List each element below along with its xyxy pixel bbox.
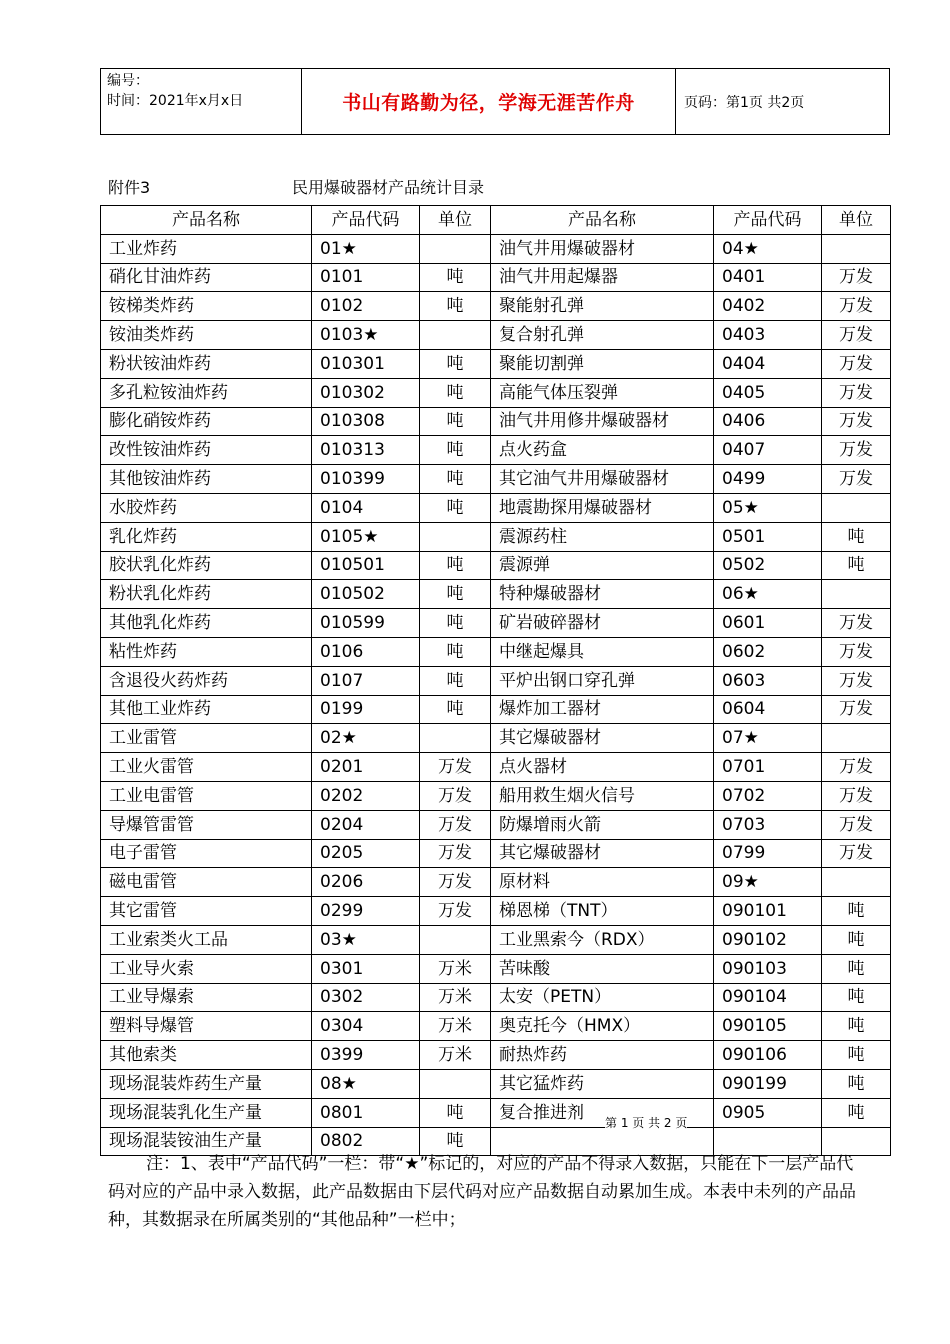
product-name-cell: 聚能射孔弹 [491,292,714,321]
product-code-cell: 03★ [312,925,420,954]
product-code-cell: 090102 [714,925,822,954]
table-row [101,954,891,983]
product-name-cell: 多孔粒铵油炸药 [101,378,312,407]
product-code-cell: 090101 [714,897,822,926]
unit-cell [822,868,891,897]
product-name-cell: 爆炸加工器材 [491,695,714,724]
table-row [101,925,891,954]
product-code-cell: 0499 [714,465,822,494]
product-code-cell: 0602 [714,637,822,666]
unit-cell: 万发 [420,781,491,810]
unit-cell: 吨 [420,263,491,292]
unit-cell: 吨 [420,580,491,609]
unit-cell: 万发 [822,666,891,695]
table-row [101,695,891,724]
unit-cell: 吨 [822,983,891,1012]
table-row [101,983,891,1012]
product-name-cell: 粉状铵油炸药 [101,349,312,378]
product-name-cell: 塑料导爆管 [101,1012,312,1041]
product-code-cell: 0502 [714,551,822,580]
unit-cell: 吨 [420,436,491,465]
product-code-cell: 0701 [714,753,822,782]
table-note: 注：1、表中“产品代码”一栏：带“★”标记的，对应的产品不得录入数据，只能在下一层产品代码对应的产品中录入数据，此产品数据由下层代码对应产品数据自动累加生成。本表中未列的产品品种，其数据录在所属类别的“其他品种”一栏中； [108,1154,856,1230]
product-code-cell: 0905 [714,1098,822,1127]
product-name-cell: 其它雷管 [101,897,312,926]
product-name-cell: 含退役火药炸药 [101,666,312,695]
product-name-cell: 改性铵油炸药 [101,436,312,465]
product-code-cell: 0401 [714,263,822,292]
table-row [101,436,891,465]
table-row [101,868,891,897]
product-code-cell: 090105 [714,1012,822,1041]
product-code-cell: 0702 [714,781,822,810]
product-code-cell: 0799 [714,839,822,868]
product-code-cell: 07★ [714,724,822,753]
table-row [101,1012,891,1041]
product-name-cell: 平炉出钢口穿孔弹 [491,666,714,695]
unit-cell: 吨 [822,1041,891,1070]
unit-cell: 吨 [420,292,491,321]
product-name-cell: 其它爆破器材 [491,724,714,753]
unit-cell [822,724,891,753]
table-row [101,781,891,810]
product-name-cell: 膨化硝铵炸药 [101,407,312,436]
table-row [101,349,891,378]
unit-cell: 万发 [822,263,891,292]
product-code-cell: 0103★ [312,321,420,350]
unit-cell: 吨 [822,897,891,926]
unit-cell: 万发 [822,637,891,666]
document-title: 民用爆破器材产品统计目录 [292,178,485,197]
unit-cell [822,234,891,263]
product-name-cell: 工业导火索 [101,954,312,983]
product-name-cell: 油气井用爆破器材 [491,234,714,263]
product-code-cell: 0399 [312,1041,420,1070]
product-code-cell: 0403 [714,321,822,350]
unit-cell: 万发 [822,378,891,407]
table-row [101,522,891,551]
unit-cell: 万发 [420,868,491,897]
unit-cell: 万发 [822,839,891,868]
product-code-cell: 0201 [312,753,420,782]
unit-cell: 吨 [420,1098,491,1127]
header-unit-right: 单位 [822,206,891,235]
unit-cell: 万发 [420,753,491,782]
product-name-cell: 中继起爆具 [491,637,714,666]
table-body [101,234,891,1156]
unit-cell: 吨 [420,609,491,638]
product-code-cell: 0106 [312,637,420,666]
product-code-cell: 090104 [714,983,822,1012]
product-name-cell: 奥克托今（HMX） [491,1012,714,1041]
page-header-box [100,68,890,135]
product-code-cell: 010313 [312,436,420,465]
product-code-cell: 0703 [714,810,822,839]
product-code-cell: 0199 [312,695,420,724]
product-code-cell: 090103 [714,954,822,983]
unit-cell: 万发 [822,810,891,839]
table-row [101,407,891,436]
table-row [101,609,891,638]
unit-cell: 吨 [822,925,891,954]
header-page-label: 页码：第1页 共2页 [684,94,805,111]
unit-cell [420,321,491,350]
header-product-code-left: 产品代码 [312,206,420,235]
product-code-cell: 010308 [312,407,420,436]
product-name-cell: 油气井用起爆器 [491,263,714,292]
unit-cell [420,724,491,753]
unit-cell: 万发 [822,321,891,350]
table-row [101,637,891,666]
product-name-cell: 磁电雷管 [101,868,312,897]
product-code-cell: 0801 [312,1098,420,1127]
unit-cell [420,234,491,263]
table-row [101,897,891,926]
product-code-cell: 010599 [312,609,420,638]
product-name-cell: 工业雷管 [101,724,312,753]
product-code-cell: 0302 [312,983,420,1012]
unit-cell: 万发 [822,349,891,378]
product-code-cell: 0404 [714,349,822,378]
unit-cell [420,1069,491,1098]
product-name-cell: 特种爆破器材 [491,580,714,609]
product-name-cell: 铵梯类炸药 [101,292,312,321]
product-code-cell: 0603 [714,666,822,695]
product-code-cell: 0604 [714,695,822,724]
unit-cell: 吨 [420,465,491,494]
unit-cell: 吨 [420,378,491,407]
table-row [101,1041,891,1070]
product-code-cell: 090199 [714,1069,822,1098]
header-motto: 书山有路勤为径，学海无涯苦作舟 [302,69,676,134]
unit-cell: 万发 [420,897,491,926]
unit-cell: 吨 [420,1127,491,1156]
table-row [101,321,891,350]
product-name-cell: 其它爆破器材 [491,839,714,868]
table-row [101,292,891,321]
product-code-cell: 08★ [312,1069,420,1098]
table-row [101,263,891,292]
product-name-cell: 粘性炸药 [101,637,312,666]
product-name-cell: 其它猛炸药 [491,1069,714,1098]
product-name-cell: 电子雷管 [101,839,312,868]
product-code-cell: 090106 [714,1041,822,1070]
product-name-cell: 原材料 [491,868,714,897]
product-code-cell: 010501 [312,551,420,580]
header-meta [101,69,302,134]
product-code-cell: 0501 [714,522,822,551]
unit-cell: 吨 [420,493,491,522]
unit-cell: 万米 [420,1012,491,1041]
table-header-row [101,206,891,235]
product-name-cell: 其他工业炸药 [101,695,312,724]
table-row [101,666,891,695]
unit-cell: 吨 [822,1012,891,1041]
table-row [101,234,891,263]
product-name-cell: 工业黑索今（RDX） [491,925,714,954]
table-row [101,493,891,522]
attachment-label: 附件3 [108,178,151,197]
product-code-cell: 0304 [312,1012,420,1041]
product-name-cell: 乳化炸药 [101,522,312,551]
unit-cell: 吨 [420,666,491,695]
table-row [101,465,891,494]
product-name-cell: 水胶炸药 [101,493,312,522]
product-name-cell: 聚能切割弹 [491,349,714,378]
unit-cell: 万发 [822,695,891,724]
product-name-cell: 震源药柱 [491,522,714,551]
product-name-cell: 其他铵油炸药 [101,465,312,494]
unit-cell: 吨 [420,407,491,436]
product-code-cell: 0802 [312,1127,420,1156]
product-name-cell: 工业电雷管 [101,781,312,810]
table-row [101,1069,891,1098]
header-unit-left: 单位 [420,206,491,235]
unit-cell: 吨 [822,522,891,551]
product-name-cell: 地震勘探用爆破器材 [491,493,714,522]
product-name-cell: 其他索类 [101,1041,312,1070]
product-code-cell: 010302 [312,378,420,407]
product-code-cell: 04★ [714,234,822,263]
product-code-cell: 0104 [312,493,420,522]
product-name-cell: 现场混装铵油生产量 [101,1127,312,1156]
product-name-cell: 苦味酸 [491,954,714,983]
product-code-cell: 0205 [312,839,420,868]
unit-cell: 万米 [420,954,491,983]
product-code-cell: 0406 [714,407,822,436]
unit-cell: 万米 [420,1041,491,1070]
unit-cell [420,925,491,954]
product-code-cell: 0107 [312,666,420,695]
product-code-cell: 0101 [312,263,420,292]
product-name-cell: 复合射孔弹 [491,321,714,350]
product-name-cell: 油气井用修井爆破器材 [491,407,714,436]
product-name-cell: 现场混装乳化生产量 [101,1098,312,1127]
unit-cell [420,522,491,551]
header-product-code-right: 产品代码 [714,206,822,235]
product-code-cell: 0202 [312,781,420,810]
product-code-cell: 0105★ [312,522,420,551]
product-code-cell: 010502 [312,580,420,609]
product-name-cell: 胶状乳化炸药 [101,551,312,580]
table-row [101,580,891,609]
product-code-cell: 05★ [714,493,822,522]
product-code-cell: 06★ [714,580,822,609]
product-name-cell: 防爆增雨火箭 [491,810,714,839]
product-code-cell: 010399 [312,465,420,494]
product-code-cell: 0407 [714,436,822,465]
product-name-cell: 高能气体压裂弹 [491,378,714,407]
document-time-label: 时间：2021年x月x日 [107,93,244,109]
unit-cell: 万发 [822,292,891,321]
product-code-cell: 01★ [312,234,420,263]
unit-cell: 吨 [822,1069,891,1098]
product-name-cell: 震源弹 [491,551,714,580]
product-name-cell: 粉状乳化炸药 [101,580,312,609]
product-code-cell: 0405 [714,378,822,407]
table-row [101,810,891,839]
product-code-cell: 0299 [312,897,420,926]
product-name-cell: 工业导爆索 [101,983,312,1012]
product-name-cell: 现场混装炸药生产量 [101,1069,312,1098]
document-number-label: 编号： [107,73,149,89]
product-name-cell: 其他乳化炸药 [101,609,312,638]
product-code-cell: 0301 [312,954,420,983]
unit-cell: 万发 [420,839,491,868]
unit-cell: 吨 [420,695,491,724]
product-code-cell: 0204 [312,810,420,839]
product-code-cell: 0206 [312,868,420,897]
product-catalog-table [100,205,891,1156]
product-name-cell: 导爆管雷管 [101,810,312,839]
product-name-cell: 硝化甘油炸药 [101,263,312,292]
unit-cell: 吨 [420,551,491,580]
unit-cell: 万米 [420,983,491,1012]
product-name-cell: 船用救生烟火信号 [491,781,714,810]
product-name-cell: 耐热炸药 [491,1041,714,1070]
product-name-cell: 其它油气井用爆破器材 [491,465,714,494]
product-code-cell: 010301 [312,349,420,378]
product-name-cell: 矿岩破碎器材 [491,609,714,638]
unit-cell: 吨 [420,349,491,378]
product-code-cell: 0102 [312,292,420,321]
product-code-cell: 0402 [714,292,822,321]
product-name-cell: 工业火雷管 [101,753,312,782]
table-row [101,724,891,753]
unit-cell [822,580,891,609]
product-name-cell: 铵油类炸药 [101,321,312,350]
unit-cell: 万发 [822,436,891,465]
unit-cell: 吨 [420,637,491,666]
unit-cell: 吨 [822,1098,891,1127]
product-name-cell: 梯恩梯（TNT） [491,897,714,926]
product-name-cell: 工业索类火工品 [101,925,312,954]
unit-cell: 万发 [822,781,891,810]
product-name-cell: 太安（PETN） [491,983,714,1012]
header-product-name-left: 产品名称 [101,206,312,235]
product-name-cell: 点火药盒 [491,436,714,465]
table-row [101,753,891,782]
header-product-name-right: 产品名称 [491,206,714,235]
unit-cell [822,493,891,522]
product-name-cell: 点火器材 [491,753,714,782]
page-footer-note: 第 1 页 共 2 页 [605,1116,688,1130]
table-row [101,1098,891,1127]
unit-cell: 万发 [822,753,891,782]
product-code-cell: 09★ [714,868,822,897]
unit-cell: 万发 [822,609,891,638]
product-name-cell: 复合推进剂 [491,1098,714,1127]
unit-cell: 万发 [420,810,491,839]
table-row [101,378,891,407]
table-row [101,551,891,580]
unit-cell: 吨 [822,551,891,580]
unit-cell: 万发 [822,407,891,436]
unit-cell: 吨 [822,954,891,983]
product-name-cell: 工业炸药 [101,234,312,263]
product-code-cell: 02★ [312,724,420,753]
table-row [101,839,891,868]
unit-cell: 万发 [822,465,891,494]
product-code-cell: 0601 [714,609,822,638]
